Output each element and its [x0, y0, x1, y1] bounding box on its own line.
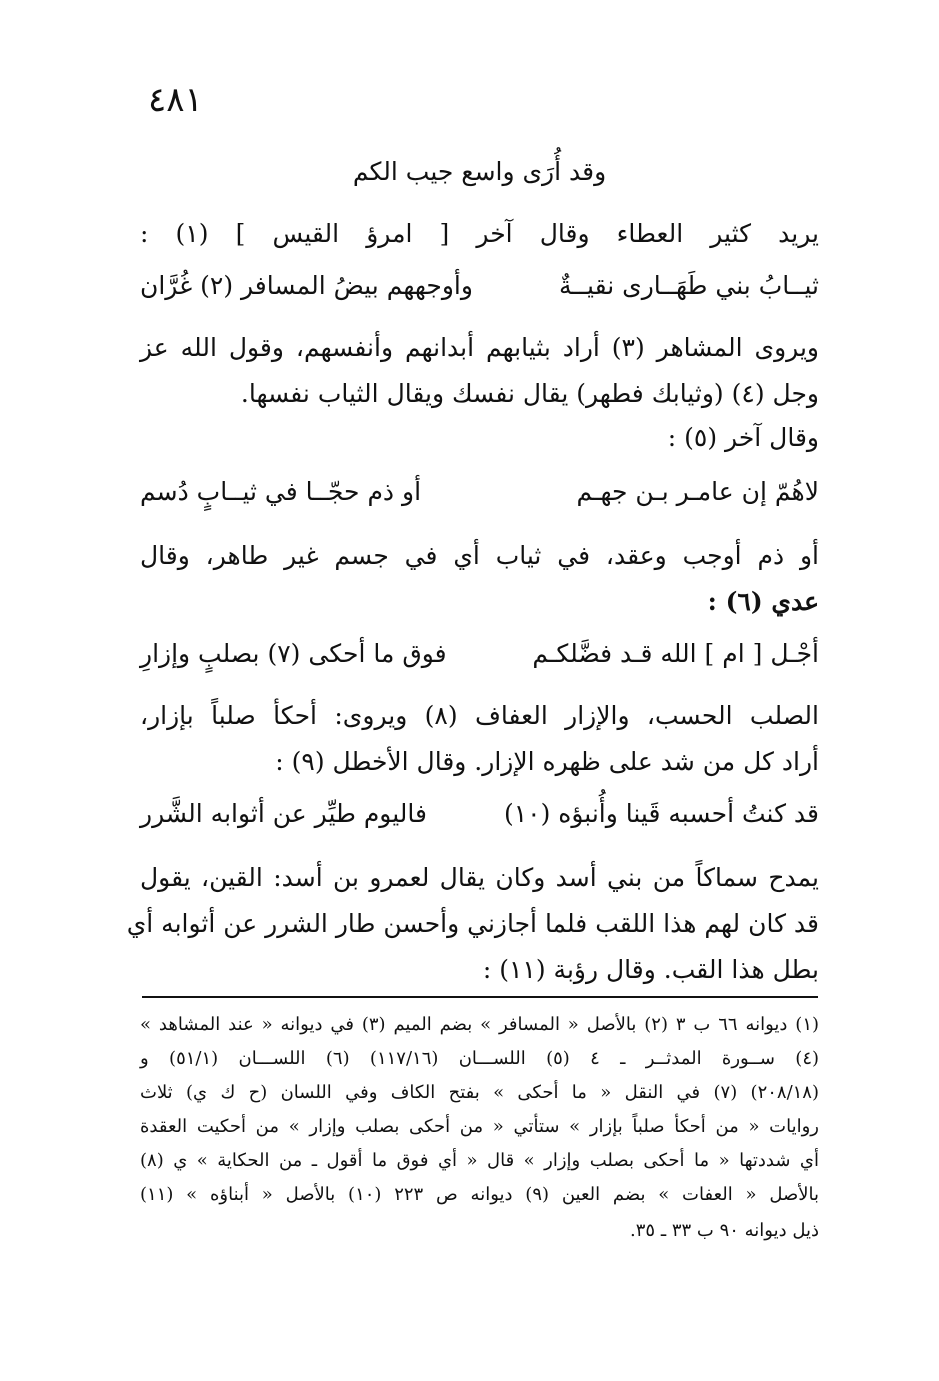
verse-first-hemistich: أجْـل [ ام ] الله قـد فضَّلكـم: [532, 639, 819, 668]
body-line: ويروى المشاهر (٣) أراد بثيابهم أبدانهم وأنفسهم، وقول الله عز: [140, 333, 819, 362]
hemistich-line: وقد أُرَى واسع جيب الكم: [352, 157, 607, 186]
verse-first-hemistich: قد كنتُ أحسبه قَينا وأُنبؤه (١٠): [503, 799, 819, 828]
footnote-line: ذيل ديوانه ٩٠ ب ٣٣ ـ ٣٥.: [630, 1220, 819, 1241]
verse-line: [140, 472, 819, 512]
body-line: يريد كثير العطاء وقال آخر [ امرؤ القيس ] (١) :: [140, 219, 819, 248]
footnote-line: (٤) ســورة المدثــر ـ ٤ (٥) اللســـان (١١٧/١٦) (٦) اللســـان (٥١/١) و: [140, 1048, 820, 1069]
body-line: وقال آخر (٥) :: [667, 423, 819, 452]
verse-line: [140, 794, 819, 834]
footnote-line: بالأصل « العفات » بضم العين (٩) ديوانه ص ٢٢٣ (١٠) بالأصل « أبناؤه » (١١): [140, 1184, 820, 1205]
verse-second-hemistich: وأوجههم بيضُ المسافر (٢) غُرَّان: [140, 271, 473, 300]
body-line: أراد كل من شد على ظهره الإزار. وقال الأخطل (٩) :: [275, 747, 819, 776]
body-line: الصلب الحسب، والإزار العفاف (٨) ويروى: أحكأ صلباً بإزار،: [140, 701, 819, 730]
body-line: قد كان لهم هذا اللقب فلما أجازني وأحسن طار الشرر عن أثوابه أي: [126, 909, 819, 938]
verse-second-hemistich: فوق ما أحكى (٧) بصلبٍ وإزارِ: [140, 639, 447, 668]
verse-line: [140, 266, 819, 306]
footnote-line: أي شددتها « ما أحكى بصلب وإزار » قال « أي فوق ما أقول ـ من الحكاية » ي (٨): [140, 1150, 819, 1171]
footnote-line: روايات « من أحكأ صلباً بإزار » ستأتي « من أحكى بصلب وإزار » من أحكيت العقدة: [140, 1116, 819, 1137]
body-line: وجل (٤) (وثيابك فطهر) يقال نفسك ويقال الثياب نفسها.: [240, 379, 819, 408]
verse-line: [140, 634, 819, 674]
body-line: يمدح سماكاً من بني أسد وكان يقال لعمرو بن أسد: القين، يقول: [140, 863, 819, 892]
footnote-divider: [142, 996, 818, 998]
verse-first-hemistich: لاهُمّ إن عامـر بـن جهـم: [576, 477, 819, 506]
body-line: بطل هذا القب. وقال رؤبة (١١) :: [482, 955, 819, 984]
footnote-line: (٢٠٨/١٨) (٧) في النقل « ما أحكى » بفتح الكاف وفي اللسان (ح ك ي) ثلاث: [140, 1082, 819, 1103]
page-number: ٤٨١: [148, 80, 203, 120]
body-line: عدي (٦) :: [707, 587, 819, 616]
verse-first-hemistich: ثيــابُ بني طَهَــارى نقيــةٌ: [558, 271, 819, 300]
verse-second-hemistich: فاليوم طيِّر عن أثوابه الشَّرر: [140, 799, 427, 828]
footnote-line: (١) ديوانه ٦٦ ب ٣ (٢) بالأصل « المسافر » بضم الميم (٣) في ديوانه « عند المشاهد »: [140, 1014, 820, 1035]
body-line: أو ذم أوجب وعقد، في ثياب أي في جسم غير طاهر، وقال: [140, 541, 819, 570]
verse-second-hemistich: أو ذم حجّــا في ثيــابٍ دُسم: [140, 477, 422, 506]
